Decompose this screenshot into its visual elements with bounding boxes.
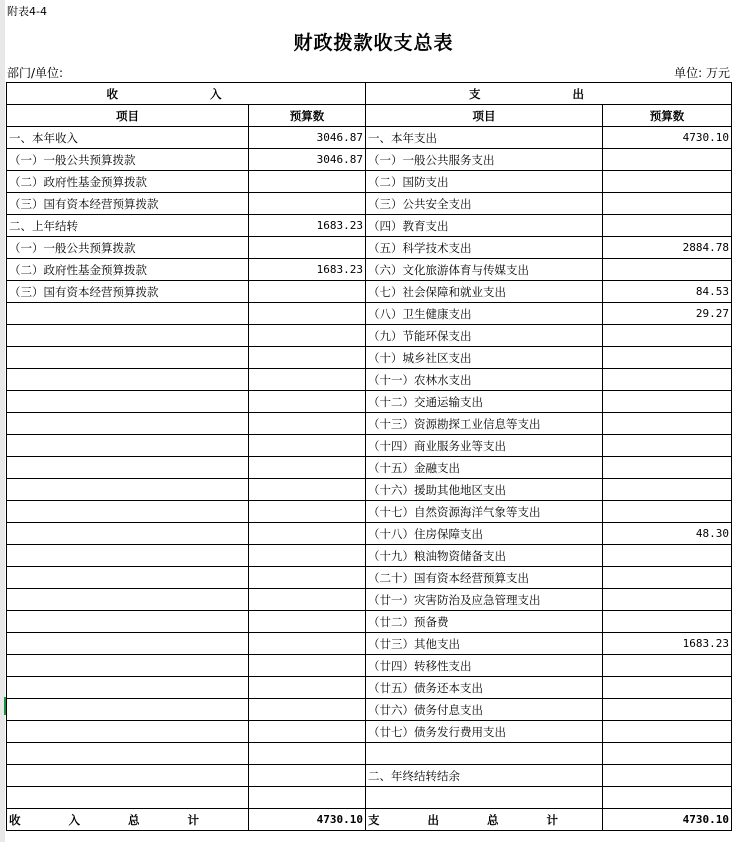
table-row xyxy=(7,193,732,215)
expense-item-cell[interactable]: （廿五）债务还本支出 xyxy=(366,677,603,699)
expense-value-cell[interactable] xyxy=(603,369,732,391)
department-label: 部门/单位: xyxy=(7,66,64,80)
attachment-label: 附表4-4 xyxy=(7,5,47,18)
income-item-cell[interactable] xyxy=(7,633,249,655)
expense-value-cell[interactable] xyxy=(603,589,732,611)
expense-item-cell[interactable] xyxy=(366,743,603,765)
income-item-cell[interactable]: （三）国有资本经营预算拨款 xyxy=(7,193,249,215)
income-item-cell[interactable] xyxy=(7,567,249,589)
income-item-cell[interactable] xyxy=(7,391,249,413)
expense-value-cell[interactable] xyxy=(603,457,732,479)
table-row xyxy=(7,765,732,787)
income-value-cell[interactable]: 1683.23 xyxy=(249,215,366,237)
income-value-cell[interactable] xyxy=(249,391,366,413)
expense-item-cell[interactable] xyxy=(366,787,603,809)
table-row xyxy=(7,787,732,809)
expense-item-cell[interactable]: （十一）农林水支出 xyxy=(366,369,603,391)
income-item-cell[interactable]: 二、上年结转 xyxy=(7,215,249,237)
expense-value-cell[interactable] xyxy=(603,677,732,699)
table-row xyxy=(7,391,732,413)
income-value-cell[interactable] xyxy=(249,765,366,787)
table-row xyxy=(7,457,732,479)
expense-value-cell[interactable]: 4730.10 xyxy=(603,127,732,149)
expense-item-cell[interactable]: （七）社会保障和就业支出 xyxy=(366,281,603,303)
income-item-cell[interactable] xyxy=(7,677,249,699)
income-value-cell[interactable] xyxy=(249,655,366,677)
unit-label: 单位: 万元 xyxy=(674,66,730,80)
expense-item-cell[interactable]: （十六）援助其他地区支出 xyxy=(366,479,603,501)
income-value-cell[interactable] xyxy=(249,303,366,325)
table-row xyxy=(7,721,732,743)
expense-item-cell[interactable]: （十八）住房保障支出 xyxy=(366,523,603,545)
expense-value-cell[interactable] xyxy=(603,435,732,457)
income-item-cell[interactable] xyxy=(7,457,249,479)
income-total-value[interactable]: 4730.10 xyxy=(249,809,366,831)
income-value-cell[interactable] xyxy=(249,193,366,215)
expense-value-cell[interactable] xyxy=(603,413,732,435)
income-value-cell[interactable] xyxy=(249,171,366,193)
row-header-gutter xyxy=(0,0,5,842)
expense-value-cell[interactable] xyxy=(603,391,732,413)
table-row xyxy=(7,347,732,369)
expense-value-cell[interactable] xyxy=(603,149,732,171)
expense-item-cell[interactable]: （十二）交通运输支出 xyxy=(366,391,603,413)
income-value-cell[interactable] xyxy=(249,677,366,699)
income-item-cell[interactable] xyxy=(7,545,249,567)
table-row xyxy=(7,237,732,259)
expense-value-cell[interactable] xyxy=(603,655,732,677)
expense-item-cell[interactable]: （十五）金融支出 xyxy=(366,457,603,479)
income-value-cell[interactable] xyxy=(249,435,366,457)
expense-total-value[interactable]: 4730.10 xyxy=(603,809,732,831)
income-value-cell[interactable] xyxy=(249,545,366,567)
table-row xyxy=(7,369,732,391)
expense-value-cell[interactable] xyxy=(603,215,732,237)
table-row xyxy=(7,303,732,325)
table-row xyxy=(7,127,732,149)
expense-value-cell[interactable]: 48.30 xyxy=(603,523,732,545)
income-item-cell[interactable] xyxy=(7,699,249,721)
income-value-cell[interactable] xyxy=(249,457,366,479)
income-value-cell[interactable] xyxy=(249,633,366,655)
table-row xyxy=(7,171,732,193)
expense-item-cell[interactable]: （十七）自然资源海洋气象等支出 xyxy=(366,501,603,523)
income-value-cell[interactable] xyxy=(249,589,366,611)
expense-item-cell[interactable]: （廿二）预备费 xyxy=(366,611,603,633)
table-row xyxy=(7,149,732,171)
expense-value-cell[interactable] xyxy=(603,765,732,787)
income-item-cell[interactable] xyxy=(7,435,249,457)
table-row xyxy=(7,699,732,721)
expense-value-cell[interactable]: 84.53 xyxy=(603,281,732,303)
expense-value-cell[interactable] xyxy=(603,787,732,809)
expense-value-cell[interactable] xyxy=(603,501,732,523)
income-value-cell[interactable] xyxy=(249,567,366,589)
expense-value-cell[interactable] xyxy=(603,479,732,501)
expense-value-cell[interactable] xyxy=(603,743,732,765)
table-row xyxy=(7,281,732,303)
table-row xyxy=(7,567,732,589)
income-budget-header[interactable]: 预算数 xyxy=(249,105,366,127)
income-item-header[interactable]: 项目 xyxy=(7,105,249,127)
expense-value-cell[interactable]: 29.27 xyxy=(603,303,732,325)
budget-table xyxy=(6,82,732,831)
income-value-cell[interactable]: 3046.87 xyxy=(249,127,366,149)
income-item-cell[interactable] xyxy=(7,347,249,369)
table-row xyxy=(7,413,732,435)
income-value-cell[interactable] xyxy=(249,347,366,369)
income-item-cell[interactable] xyxy=(7,611,249,633)
expense-budget-header[interactable]: 预算数 xyxy=(603,105,732,127)
income-value-cell[interactable]: 3046.87 xyxy=(249,149,366,171)
expense-item-cell[interactable]: （九）节能环保支出 xyxy=(366,325,603,347)
expense-value-cell[interactable] xyxy=(603,611,732,633)
expense-item-cell[interactable]: （十四）商业服务业等支出 xyxy=(366,435,603,457)
income-item-cell[interactable] xyxy=(7,413,249,435)
income-value-cell[interactable] xyxy=(249,743,366,765)
table-row xyxy=(7,523,732,545)
expense-item-cell[interactable]: （二）国防支出 xyxy=(366,171,603,193)
income-item-cell[interactable] xyxy=(7,523,249,545)
table-row xyxy=(7,325,732,347)
expense-value-cell[interactable] xyxy=(603,347,732,369)
expense-value-cell[interactable]: 2884.78 xyxy=(603,237,732,259)
income-item-cell[interactable] xyxy=(7,721,249,743)
income-item-cell[interactable] xyxy=(7,325,249,347)
income-value-cell[interactable]: 1683.23 xyxy=(249,259,366,281)
expense-value-cell[interactable] xyxy=(603,545,732,567)
expense-item-cell[interactable]: （四）教育支出 xyxy=(366,215,603,237)
expense-value-cell[interactable] xyxy=(603,171,732,193)
income-item-cell[interactable]: （二）政府性基金预算拨款 xyxy=(7,171,249,193)
expense-item-cell[interactable]: （十）城乡社区支出 xyxy=(366,347,603,369)
table-row xyxy=(7,611,732,633)
income-item-cell[interactable]: （三）国有资本经营预算拨款 xyxy=(7,281,249,303)
income-value-cell[interactable] xyxy=(249,237,366,259)
expense-value-cell[interactable] xyxy=(603,325,732,347)
expense-item-cell[interactable]: （二十）国有资本经营预算支出 xyxy=(366,567,603,589)
income-value-cell[interactable] xyxy=(249,325,366,347)
table-row xyxy=(7,479,732,501)
income-item-cell[interactable] xyxy=(7,589,249,611)
expense-value-cell[interactable] xyxy=(603,567,732,589)
expense-total-label[interactable]: 支 出 总 计 xyxy=(366,809,603,831)
expense-value-cell[interactable] xyxy=(603,699,732,721)
expense-item-cell[interactable]: （廿七）债务发行费用支出 xyxy=(366,721,603,743)
table-row xyxy=(7,743,732,765)
income-value-cell[interactable] xyxy=(249,369,366,391)
income-item-cell[interactable]: （一）一般公共预算拨款 xyxy=(7,149,249,171)
income-item-cell[interactable] xyxy=(7,787,249,809)
income-value-cell[interactable] xyxy=(249,699,366,721)
expense-value-cell[interactable] xyxy=(603,721,732,743)
table-row xyxy=(7,677,732,699)
expense-value-cell[interactable] xyxy=(603,193,732,215)
expense-item-cell[interactable]: （廿三）其他支出 xyxy=(366,633,603,655)
expense-item-cell[interactable]: （廿六）债务付息支出 xyxy=(366,699,603,721)
income-value-cell[interactable] xyxy=(249,413,366,435)
table-row xyxy=(7,259,732,281)
expense-item-cell[interactable]: （八）卫生健康支出 xyxy=(366,303,603,325)
table-row xyxy=(7,633,732,655)
table-row xyxy=(7,655,732,677)
income-total-label[interactable]: 收 入 总 计 xyxy=(7,809,249,831)
income-value-cell[interactable] xyxy=(249,523,366,545)
income-item-cell[interactable] xyxy=(7,743,249,765)
expense-value-cell[interactable]: 1683.23 xyxy=(603,633,732,655)
expense-item-cell[interactable]: （十九）粮油物资储备支出 xyxy=(366,545,603,567)
income-value-cell[interactable] xyxy=(249,501,366,523)
table-row xyxy=(7,435,732,457)
expense-item-cell[interactable]: （六）文化旅游体育与传媒支出 xyxy=(366,259,603,281)
income-value-cell[interactable] xyxy=(249,611,366,633)
income-item-cell[interactable] xyxy=(7,765,249,787)
income-item-cell[interactable] xyxy=(7,655,249,677)
table-row xyxy=(7,589,732,611)
expense-value-cell[interactable] xyxy=(603,259,732,281)
expense-item-cell[interactable]: （廿一）灾害防治及应急管理支出 xyxy=(366,589,603,611)
income-item-cell[interactable] xyxy=(7,303,249,325)
income-value-cell[interactable] xyxy=(249,787,366,809)
income-value-cell[interactable] xyxy=(249,281,366,303)
income-item-cell[interactable]: （二）政府性基金预算拨款 xyxy=(7,259,249,281)
income-item-cell[interactable]: （一）一般公共预算拨款 xyxy=(7,237,249,259)
income-item-cell[interactable]: 一、本年收入 xyxy=(7,127,249,149)
expense-item-cell[interactable]: 二、年终结转结余 xyxy=(366,765,603,787)
expense-item-cell[interactable]: （一）一般公共服务支出 xyxy=(366,149,603,171)
totals-row xyxy=(7,809,732,831)
expense-header[interactable]: 支 出 xyxy=(366,83,732,105)
income-value-cell[interactable] xyxy=(249,721,366,743)
income-item-cell[interactable] xyxy=(7,479,249,501)
expense-item-cell[interactable]: （廿四）转移性支出 xyxy=(366,655,603,677)
expense-item-header[interactable]: 项目 xyxy=(366,105,603,127)
page-title: 财政拨款收支总表 xyxy=(293,32,454,54)
expense-item-cell[interactable]: （三）公共安全支出 xyxy=(366,193,603,215)
table-row xyxy=(7,501,732,523)
income-value-cell[interactable] xyxy=(249,479,366,501)
table-row xyxy=(7,215,732,237)
expense-item-cell[interactable]: （十三）资源勘探工业信息等支出 xyxy=(366,413,603,435)
table-row xyxy=(7,545,732,567)
expense-item-cell[interactable]: （五）科学技术支出 xyxy=(366,237,603,259)
income-item-cell[interactable] xyxy=(7,501,249,523)
income-header[interactable]: 收 入 xyxy=(7,83,366,105)
income-item-cell[interactable] xyxy=(7,369,249,391)
expense-item-cell[interactable]: 一、本年支出 xyxy=(366,127,603,149)
